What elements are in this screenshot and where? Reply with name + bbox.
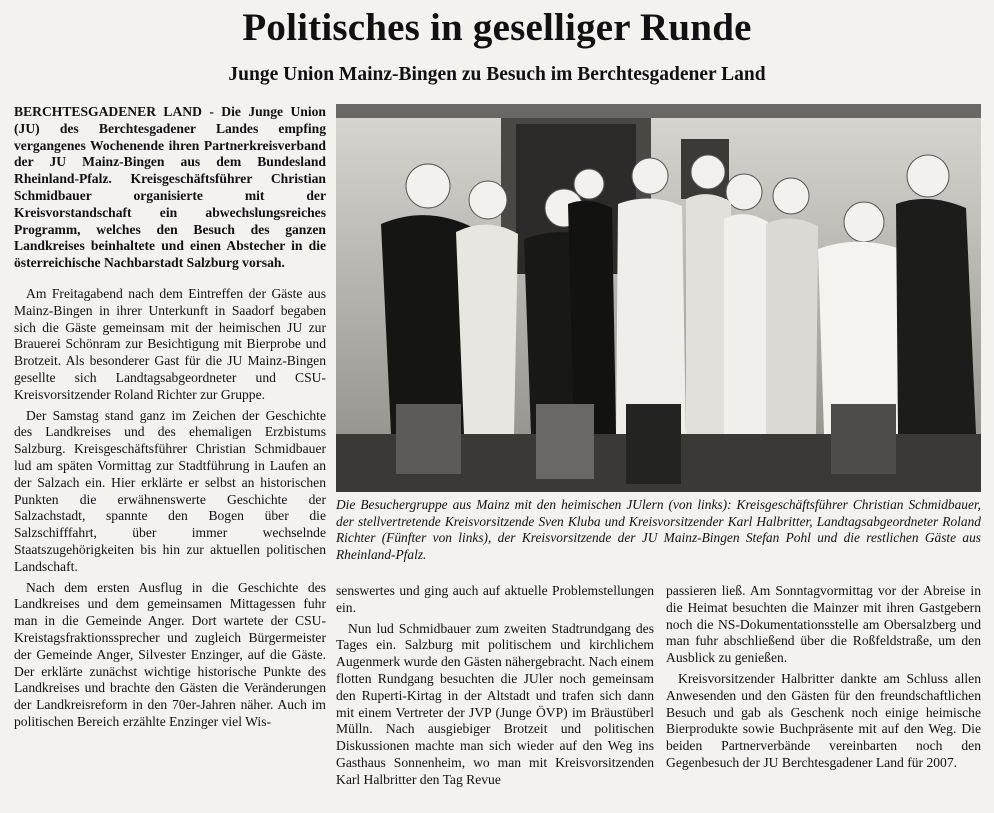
body-paragraph: Kreisvorsitzender Halbritter dankte am Schluss allen Anwesenden und den Gästen für den freundschaftlichen Besuch und gab als Geschenk noch einige heimische Bierprodukte sowie Buchpräsente mit auf den Weg. Die beiden Partnerverbände vereinbarten noch den Gegenbesuch der JU Berchtesgadener Land für 2007. <box>666 670 981 770</box>
group-photo <box>336 104 981 492</box>
body-paragraph: senswertes und ging auch auf aktuelle Problemstellungen ein. <box>336 583 654 615</box>
group-photo-illustration <box>336 104 981 492</box>
article-subheadline: Junge Union Mainz-Bingen zu Besuch im Berchtesgadener Land <box>228 64 766 85</box>
body-paragraph: Nach dem ersten Ausflug in die Geschichte des Landkreises und dem gemeinsamen Mittagessen fuhr man in die Gemeinde Anger. Dort wartete der CSU-Kreistagsfraktionssprecher und zugleich Bürgermeister der Gemeinde Anger, Silvester Enzinger, auf die Gäste. Der erklärte zunächst wichtige historische Punkte des Landkreises und brachte den Gästen die Veränderungen der Landkreisreform in den 70er-Jahren näher. Auch im politischen Bereich erzählte Enzinger viel Wis- <box>14 579 326 729</box>
lead-text: - Die Junge Union (JU) des Berchtesgadener Landes empfing vergangenes Wochenende ihren Partnerkreisverband der JU Mainz-Bingen aus dem Bundesland Rheinland-Pfalz. Kreisgeschäftsführer Christian Schmidbauer organisierte mit der Kreisvorstandschaft ein abwechslungsreiches Programm, welches den Besuch des ganzen Landkreises beinhaltete und einen Abstecher in die österreichische Nachbarstadt Salzburg vorsah. <box>14 104 326 271</box>
dateline: BERCHTESGADENER LAND <box>14 104 202 119</box>
article-headline: Politisches in geselliger Runde <box>242 6 752 49</box>
body-paragraph: passieren ließ. Am Sonntagvormittag vor der Abreise in die Heimat besuchten die Mainzer mit ihren Gastgebern noch die NS-Dokumentationsstelle am Obersalzberg und man fuhr abschließend über die Roßfeldstraße, um den Ausblick zu genießen. <box>666 583 981 666</box>
body-paragraph: Nun lud Schmidbauer zum zweiten Stadtrundgang des Tages ein. Salzburg mit politischem und kirchlichem Augenmerk wurde den Gästen nähergebracht. Nach einem flotten Rundgang besuchten die JUler noch gemeinsam den Ruperti-Kirtag in der Altstadt und trafen sich dann mit einem Vertreter der JVP (Junge ÖVP) im Bräustüberl Mülln. Nach ausgiebiger Brotzeit und politischen Diskussionen machte man sich wieder auf den Weg ins Gasthaus Sonnenheim, wo man mit Kreisvorsitzenden Karl Halbritter den Tag Revue <box>336 620 654 787</box>
article-column-3 <box>666 583 981 772</box>
article-column-2 <box>336 583 654 789</box>
body-paragraph: Der Samstag stand ganz im Zeichen der Geschichte des Landkreises und des ehemaligen Erzbistums Salzburg. Kreisgeschäftsführer Christian Schmidbauer lud am späten Vormittag zur Stadtführung in Laufen an der Salzach ein. Hier erklärte er selbst an historischen Punkten die erwähnenswerte Geschichte der Salzachstadt, spannte den Bogen über die Salzschifffahrt, über immer wechselnde Staatszugehörigkeiten bis hin zur aktuellen politischen Landschaft. <box>14 407 326 574</box>
body-paragraph: Am Freitagabend nach dem Eintreffen der Gäste aus Mainz-Bingen in ihrer Unterkunft in Saadorf begaben sich die Gäste gemeinsam mit der heimischen JU zur Brauerei Schönram zur Besichtigung mit Bierprobe und Brotzeit. Als besonderer Gast für die JU Mainz-Bingen gesellte sich Landtagsabgeordneter und CSU-Kreisvorsitzender Roland Richter zur Gruppe. <box>14 285 326 402</box>
lead-paragraph <box>14 104 326 272</box>
photo-caption: Die Besuchergruppe aus Mainz mit den heimischen JUlern (von links): Kreisgeschäftsführer Christian Schmidbauer, der stellvertretende Kreisvorsitzende Sven Kluba und Kreisvorsitzender Karl Halbritter, Landtagsabgeordneter Roland Richter (Fünfter von links), der Kreisvorsitzende der JU Mainz-Bingen Stefan Pohl und die restlichen Gäste aus Rheinland-Pfalz. <box>336 497 981 562</box>
article-column-1 <box>14 104 326 731</box>
